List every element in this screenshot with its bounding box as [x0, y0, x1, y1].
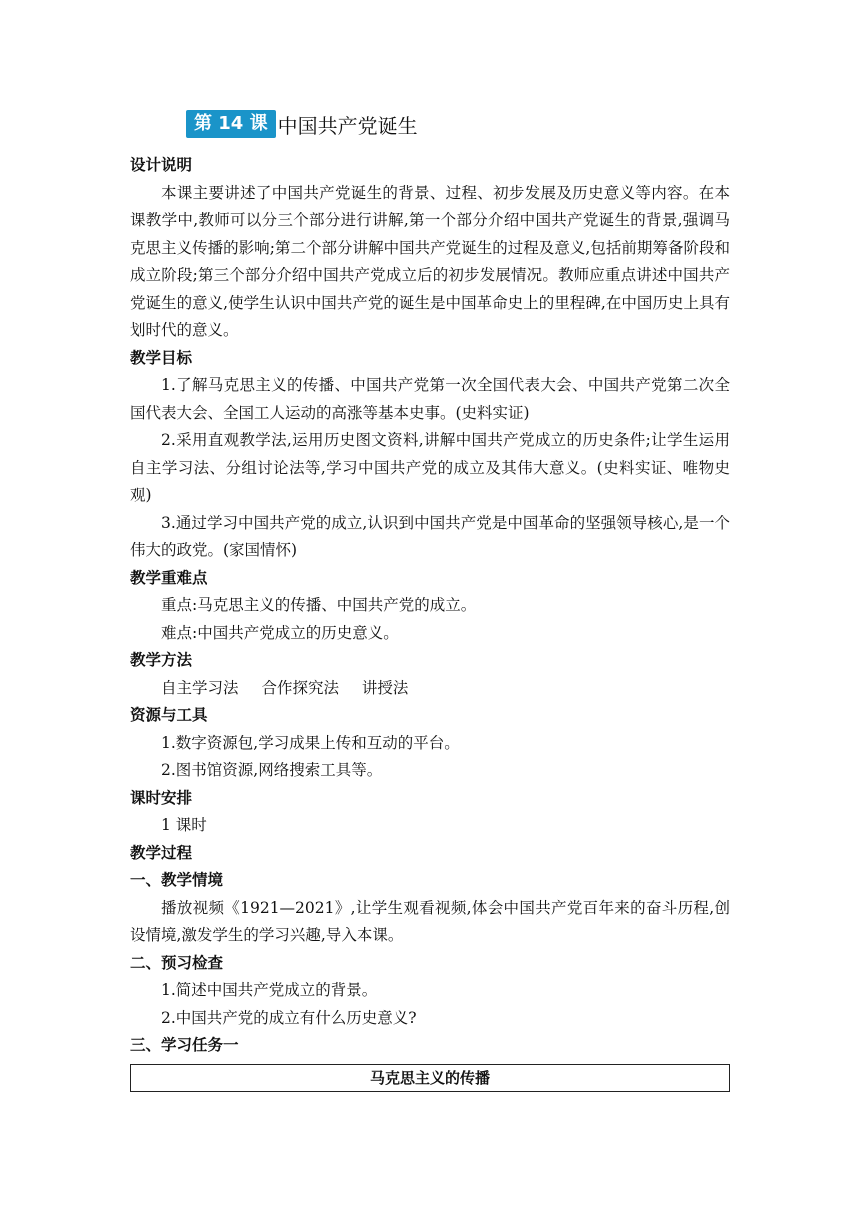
resource-item: 2.图书馆资源,网络搜索工具等。 — [161, 761, 383, 779]
lesson-title-row — [186, 108, 418, 140]
heading-goals: 教学目标 — [130, 348, 193, 367]
preview-item: 2.中国共产党的成立有什么历史意义? — [161, 1008, 417, 1027]
schedule-value: 1 课时 — [161, 816, 207, 834]
heading-key-points: 教学重难点 — [130, 568, 208, 587]
task-1-box-title: 马克思主义的传播 — [130, 1064, 730, 1092]
heading-resources: 资源与工具 — [130, 706, 208, 724]
heading-design: 设计说明 — [130, 156, 193, 174]
goal-item: 2.采用直观教学法,运用历史图文资料,讲解中国共产党成立的历史条件;让学生运用自主学习法、分组讨论法等,学习中国共产党的成立及其伟大意义。(史料实证、唯物史观) — [130, 431, 730, 504]
method-item: 合作探究法 — [261, 678, 339, 697]
heading-methods: 教学方法 — [130, 651, 193, 669]
design-paragraph: 本课主要讲述了中国共产党诞生的背景、过程、初步发展及历史意义等内容。在本课教学中,教师可以分三个部分进行讲解,第一个部分介绍中国共产党诞生的背景,强调马克思主义传播的影响;第二个部分讲解中国共产党诞生的过程及意义,包括前期筹备阶段和成立阶段;第三个部分介绍中国共产党成立后的初步发展情况。教师应重点讲述中国共产党诞生的意义,使学生认识中国共产党的诞生是中国革命史上的里程碑,在中国历史上具有划时代的意义。 — [130, 183, 730, 339]
method-item: 讲授法 — [361, 678, 409, 697]
heading-schedule: 课时安排 — [130, 788, 193, 807]
heading-scenario: 一、教学情境 — [130, 871, 224, 889]
lesson-number-badge: 第 14 课 — [186, 110, 276, 138]
key-point-difficult: 难点:中国共产党成立的历史意义。 — [161, 623, 399, 642]
lesson-title: 中国共产党诞生 — [277, 113, 418, 138]
document-body — [130, 152, 730, 1092]
resource-item: 1.数字资源包,学习成果上传和互动的平台。 — [161, 733, 460, 752]
heading-preview: 二、预习检查 — [130, 953, 224, 972]
goal-item: 3.通过学习中国共产党的成立,认识到中国共产党是中国革命的坚强领导核心,是一个伟大的政党。(家国情怀) — [130, 513, 730, 559]
method-item: 自主学习法 — [161, 678, 239, 697]
goal-item: 1.了解马克思主义的传播、中国共产党第一次全国代表大会、中国共产党第二次全国代表大会、全国工人运动的高涨等基本史事。(史料实证) — [130, 376, 730, 422]
methods-list — [130, 675, 730, 703]
scenario-paragraph: 播放视频《1921—2021》,让学生观看视频,体会中国共产党百年来的奋斗历程,创设情境,激发学生的学习兴趣,导入本课。 — [130, 898, 730, 944]
heading-task-1: 三、学习任务一 — [130, 1036, 239, 1054]
heading-process: 教学过程 — [130, 843, 193, 862]
key-point-important: 重点:马克思主义的传播、中国共产党的成立。 — [161, 596, 477, 614]
preview-item: 1.简述中国共产党成立的背景。 — [161, 981, 378, 999]
